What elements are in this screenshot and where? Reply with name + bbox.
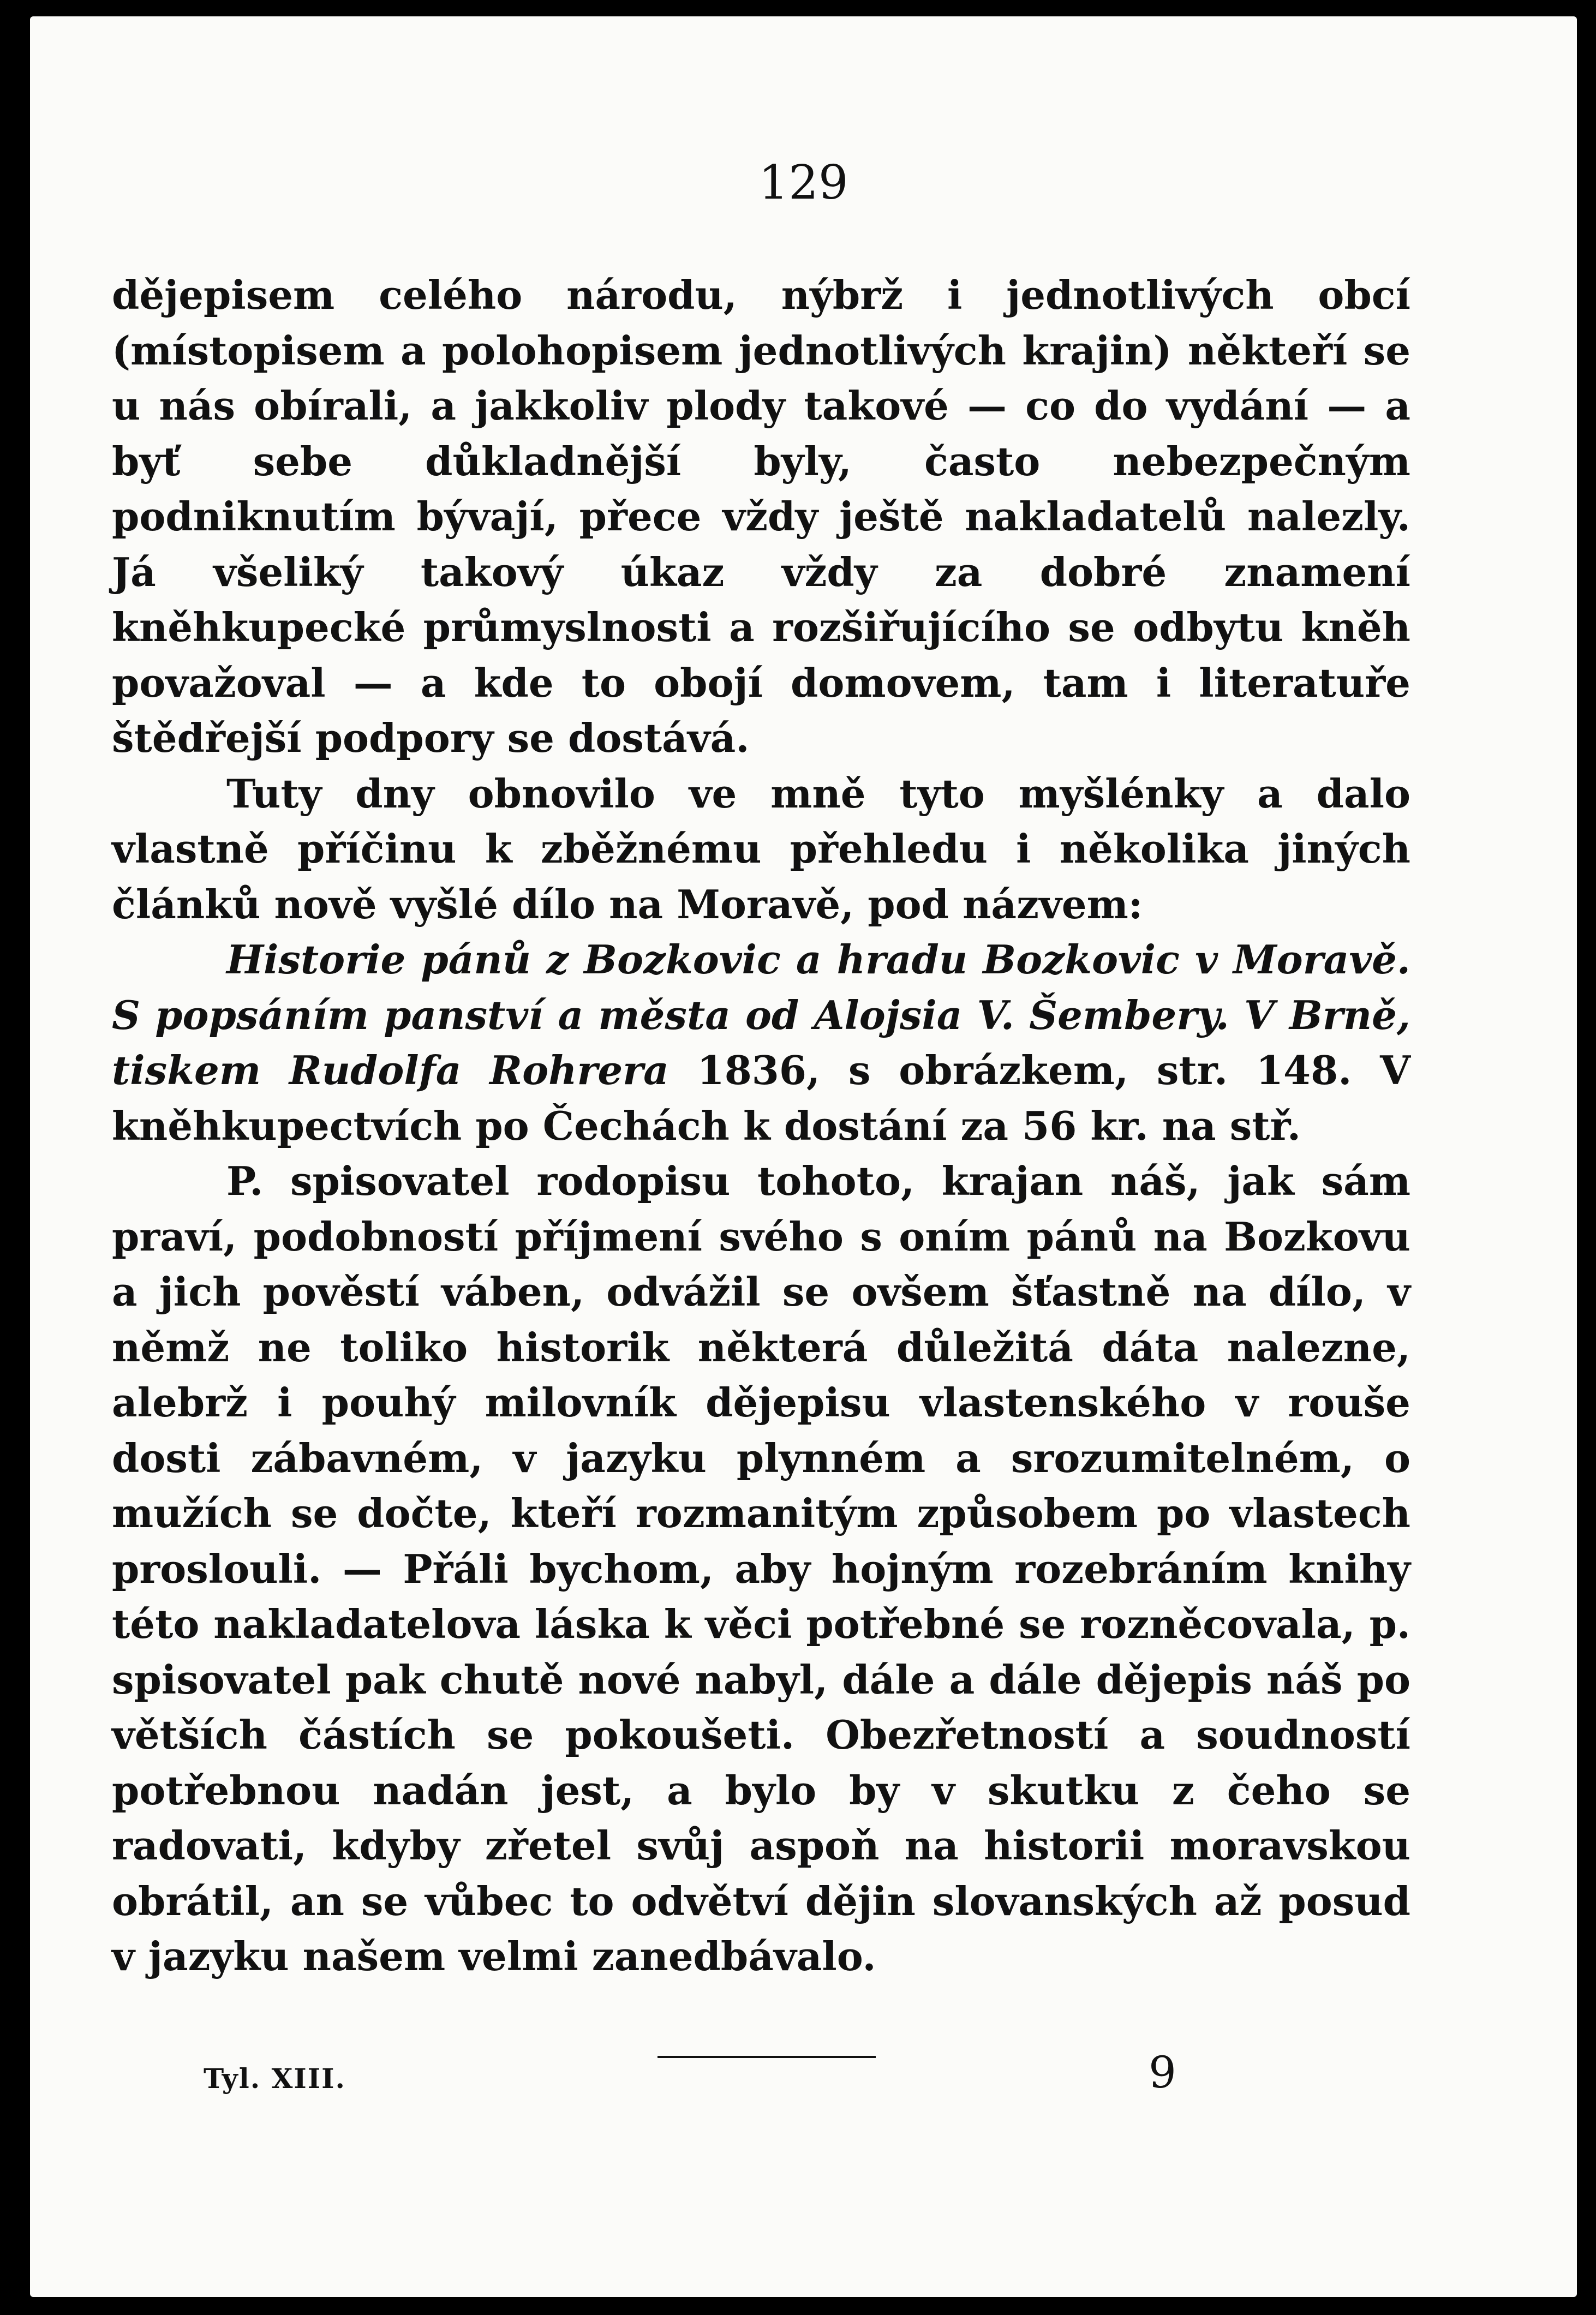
page-number: 129 bbox=[758, 155, 848, 210]
signature-mark: Tyl. XIII. bbox=[204, 2062, 346, 2095]
book-page bbox=[30, 16, 1577, 2297]
sheet-number: 9 bbox=[1149, 2047, 1176, 2098]
citation-title: Historie pánů z Bozkovic a hradu Bozkovic v Moravě. S popsáním panství a města od Alojsia V. Šembery. V Brně, tiskem Rudolfa Rohrera bbox=[112, 936, 1410, 1093]
paragraph-1: dějepisem celého národu, nýbrž i jednotlivých obcí (místopisem a polohopisem jednotlivých krajin) někteří se u nás obírali, a jakkoliv plody takové — co do vydání — a byť sebe důkladnější byly, často nebezpečným podniknutím bývají, přece vždy ještě nakladatelů nalezly. Já všeliký takový úkaz vždy za dobré znamení kněhkupecké průmyslnosti a rozšiřujícího se odbytu kněh považoval — a kde to obojí domovem, tam i literatuře štědřejší podpory se dostává. bbox=[112, 272, 1410, 761]
book-citation bbox=[112, 932, 1410, 1153]
citation-details: 1836, s obrázkem, str. 148. V kněhkupectvích po Čechách k dostání za 56 kr. na stř. bbox=[112, 1047, 1410, 1149]
paragraph-review: P. spisovatel rodopisu tohoto, krajan náš, jak sám praví, podobností příjmení svého s oním pánů na Bozkovu a jich pověstí váben, odvážil se ovšem šťastně na dílo, v němž ne toliko historik některá důležitá dáta nalezne, alebrž i pouhý milovník dějepisu vlastenského v rouše dosti zábavném, v jazyku plynném a srozumitelném, o mužích se dočte, kteří rozmanitým způsobem po vlastech proslouli. — Přáli bychom, aby hojným rozebráním knihy této nakladatelova láska k věci potřebné se rozněcovala, p. spisovatel pak chutě nové nabyl, dále a dále dějepis náš po větších částích se pokoušeti. Obezřetností a soudností potřebnou nadán jest, a bylo by v skutku z čeho se radovati, kdyby zřetel svůj aspoň na historii moravskou obrátil, an se vůbec to odvětví dějin slovanských až posud v jazyku našem velmi zanedbávalo. bbox=[112, 1158, 1410, 1979]
body-text bbox=[112, 267, 1410, 1984]
paragraph-2: Tuty dny obnovilo ve mně tyto myšlénky a dalo vlastně příčinu k zběžnému přehledu i několika jiných článků nově vyšlé dílo na Moravě, pod názvem: bbox=[112, 770, 1410, 928]
footer-divider bbox=[657, 2056, 876, 2058]
